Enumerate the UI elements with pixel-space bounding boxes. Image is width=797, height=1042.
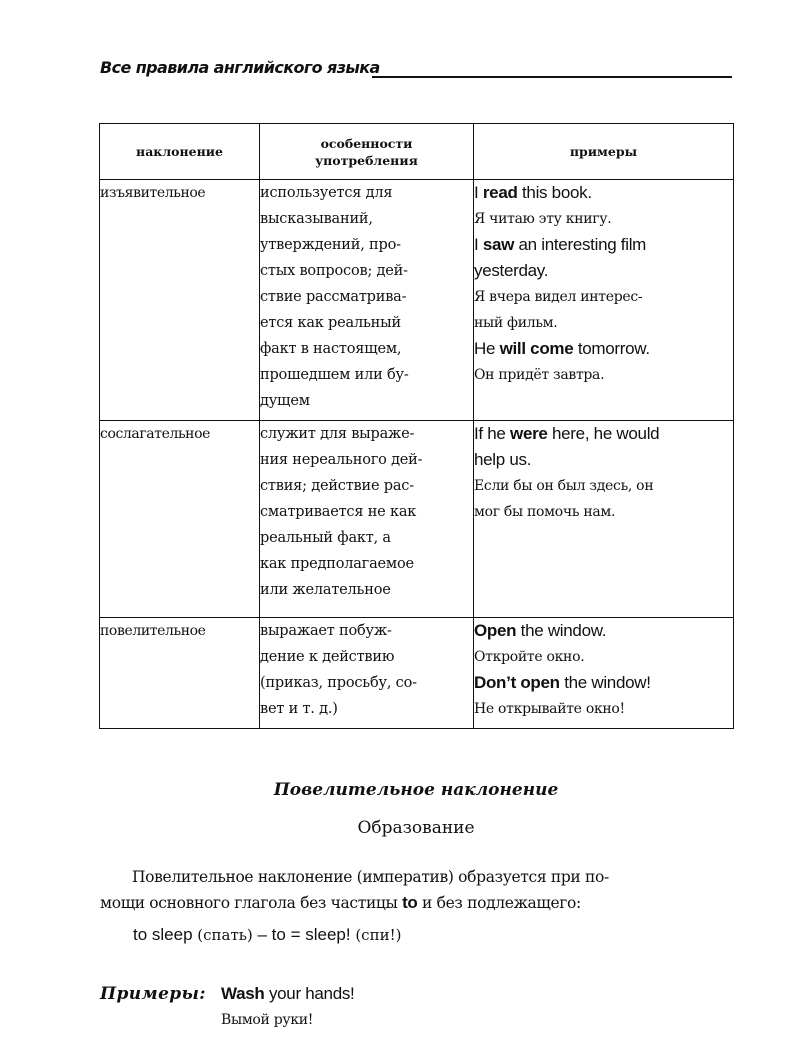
example-verb: Wash — [221, 984, 265, 1003]
example-verb: saw — [482, 235, 515, 254]
usage-line: ется как реальный — [260, 315, 401, 331]
example-en — [474, 447, 733, 473]
examples-body — [221, 981, 354, 1033]
paragraph-line — [100, 890, 736, 916]
header-usage — [260, 124, 474, 180]
example-en — [474, 421, 733, 447]
example-ru: Я вчера видел интерес- — [474, 289, 643, 305]
section-title: Повелительное наклонение — [273, 780, 559, 800]
example-ru: Вымой руки! — [221, 1012, 314, 1028]
example-ru: Откройте окно. — [474, 649, 585, 665]
usage-line: ствия; действие рас- — [260, 478, 414, 494]
usage-line: ствие рассматрива- — [260, 289, 407, 305]
example-en — [474, 670, 733, 696]
usage-line: факт в настоящем, — [260, 341, 402, 357]
examples-cell — [474, 421, 734, 618]
example-ru: Не открывайте окно! — [474, 701, 625, 717]
table-row — [100, 618, 734, 729]
formula-ru: (спи!) — [355, 926, 402, 944]
header-mood: наклонение — [100, 124, 260, 180]
example-ru: Если бы он был здесь, он — [474, 478, 654, 494]
paragraph-text: мощи основного глагола без частицы — [100, 894, 403, 912]
usage-line: прошедшем или бу- — [260, 367, 409, 383]
paragraph-line: Повелительное наклонение (императив) образуется при по- — [132, 868, 609, 886]
usage-line: стых вопросов; дей- — [260, 263, 408, 279]
example-text: help us. — [474, 450, 532, 469]
example-text: I — [474, 183, 483, 202]
example-ru: Я читаю эту книгу. — [474, 211, 612, 227]
usage-line: вет и т. д.) — [260, 701, 338, 717]
usage-line: служит для выраже- — [260, 426, 415, 442]
example-en — [474, 180, 733, 206]
example-text: tomorrow. — [573, 339, 650, 358]
usage-line: ния нереального дей- — [260, 452, 423, 468]
table-row — [100, 180, 734, 421]
header-examples: примеры — [474, 124, 734, 180]
header-usage-line: особенности — [320, 135, 413, 151]
usage-cell — [260, 618, 474, 729]
usage-line: выражает побуж- — [260, 623, 392, 639]
formation-paragraph — [100, 864, 736, 916]
example-ru: ный фильм. — [474, 315, 558, 331]
example-en — [221, 981, 354, 1007]
table-row — [100, 421, 734, 618]
usage-line: (приказ, просьбу, со- — [260, 675, 417, 691]
example-en — [474, 232, 733, 258]
section-subtitle: Образование — [357, 818, 475, 838]
example-text: the window. — [516, 621, 607, 640]
formula-en: – to = sleep! — [252, 925, 356, 944]
usage-line: сматривается не как — [260, 504, 417, 520]
mood-table — [99, 123, 734, 729]
formation-formula — [133, 925, 401, 945]
example-verb: will come — [499, 339, 574, 358]
mood-cell: повелительное — [100, 618, 260, 729]
example-ru: мог бы помочь нам. — [474, 504, 616, 520]
examples-cell — [474, 180, 734, 421]
paragraph-text: и без подлежащего: — [417, 894, 581, 912]
example-text: yesterday. — [474, 261, 549, 280]
usage-line: или желательное — [260, 582, 391, 598]
header-usage-line: употребления — [315, 152, 418, 168]
example-text: here, he would — [547, 424, 660, 443]
example-text: I — [474, 235, 483, 254]
usage-line: утверждений, про- — [260, 237, 401, 253]
table-header-row — [100, 124, 734, 180]
usage-line: дение к действию — [260, 649, 395, 665]
usage-cell — [260, 180, 474, 421]
example-en — [474, 258, 733, 284]
example-verb: read — [482, 183, 518, 202]
example-verb: were — [510, 424, 548, 443]
example-text: If he — [474, 424, 511, 443]
table-body — [100, 180, 734, 729]
example-verb: Open — [474, 621, 517, 640]
usage-line: высказываний, — [260, 211, 373, 227]
formula-en: to sleep — [133, 925, 198, 944]
mood-cell: изъявительное — [100, 180, 260, 421]
example-text: an interesting film — [514, 235, 647, 254]
example-text: this book. — [517, 183, 592, 202]
example-rest: your hands! — [264, 984, 355, 1003]
example-verb: Don’t open — [474, 673, 560, 692]
page-header — [100, 58, 732, 82]
example-en — [474, 336, 733, 362]
formula-ru: (спать) — [197, 926, 253, 944]
example-ru: Он придёт завтра. — [474, 367, 605, 383]
example-en — [474, 618, 733, 644]
usage-cell — [260, 421, 474, 618]
usage-line: как предполагаемое — [260, 556, 414, 572]
usage-line: реальный факт, а — [260, 530, 391, 546]
usage-line: дущем — [260, 393, 310, 409]
example-text: He — [474, 339, 500, 358]
examples-label: Примеры: — [100, 984, 206, 1004]
examples-cell — [474, 618, 734, 729]
usage-line: используется для — [260, 185, 393, 201]
mood-cell: сослагательное — [100, 421, 260, 618]
particle-to: to — [402, 893, 418, 912]
example-text: the window! — [559, 673, 651, 692]
header-rule — [372, 76, 732, 78]
running-header-title: Все правила английского языка — [100, 58, 380, 77]
